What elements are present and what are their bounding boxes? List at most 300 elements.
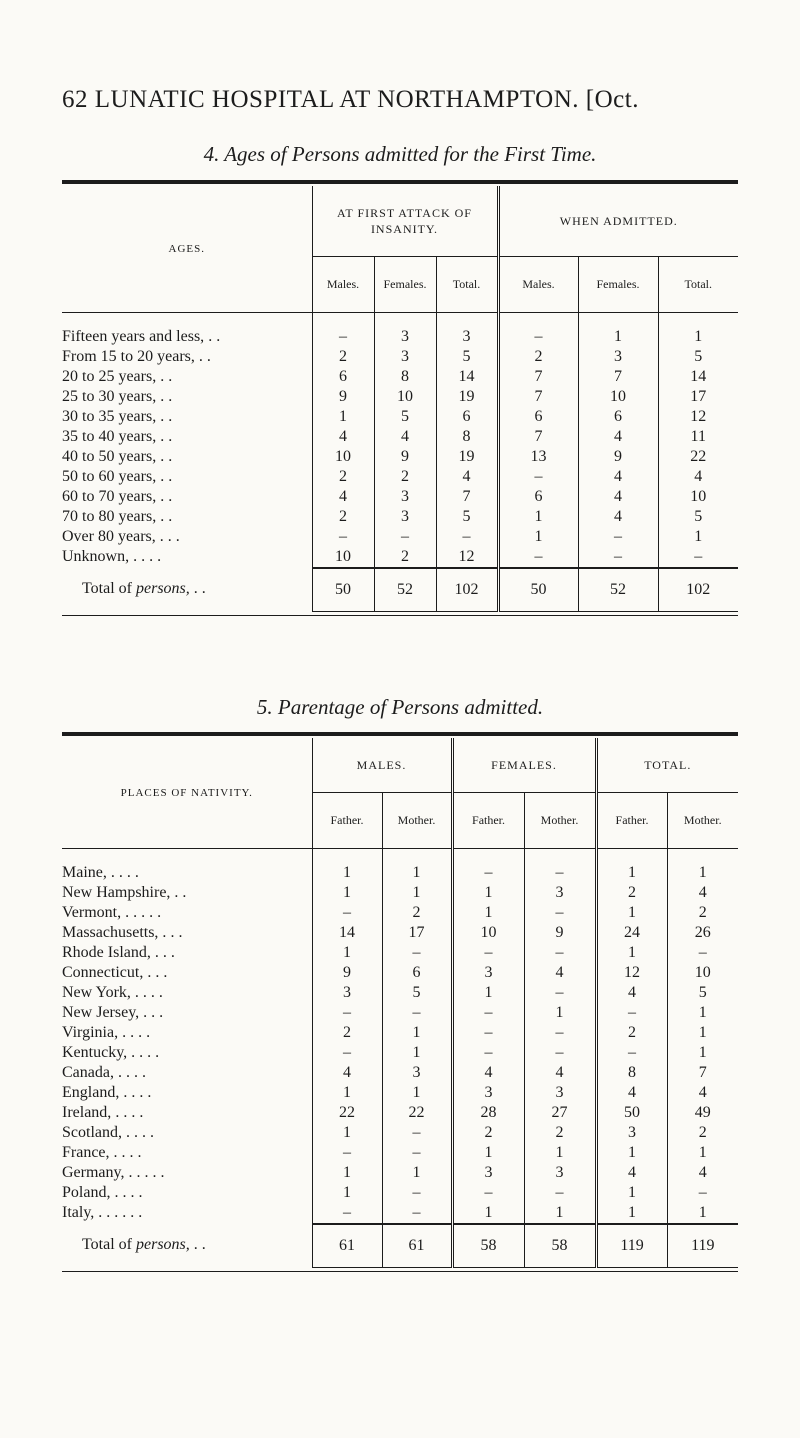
- table-cell: 3: [374, 347, 436, 367]
- row-leader-dots: .: [206, 347, 211, 365]
- total-label-emphasis: persons,: [135, 1236, 190, 1254]
- row-leader-dots: . .: [208, 327, 221, 345]
- table-cell: 4: [667, 1163, 738, 1183]
- table-cell: 5: [667, 983, 738, 1003]
- table-cell: 1: [382, 863, 452, 883]
- table-cell: –: [534, 547, 543, 565]
- table-cell: 6: [312, 367, 374, 387]
- table-cell: –: [382, 1143, 452, 1163]
- table-cell: 2: [312, 1023, 382, 1043]
- row-leader-dots: . .: [170, 923, 183, 941]
- table-cell: 9: [312, 963, 382, 983]
- row-label: [62, 327, 312, 347]
- table-row: [62, 1063, 738, 1083]
- table-cell: 1: [524, 1203, 596, 1224]
- total-cell: 102: [658, 568, 738, 612]
- ages-label-header: AGES.: [62, 186, 312, 312]
- table-cell: –: [312, 1203, 382, 1224]
- table-cell: 2: [374, 547, 436, 568]
- table-row: [62, 963, 738, 983]
- parentage-label-header: PLACES OF NATIVITY.: [62, 738, 312, 848]
- table-cell: 10: [312, 447, 374, 467]
- table-cell: 10: [658, 487, 738, 507]
- table-cell: 22: [312, 1103, 382, 1123]
- table-cell: –: [534, 327, 543, 345]
- row-label: [62, 507, 312, 527]
- table-row: [62, 547, 738, 568]
- row-label: [62, 1203, 312, 1224]
- table-cell: –: [382, 1203, 452, 1224]
- table-cell: 1: [658, 327, 738, 347]
- table-row: [62, 347, 738, 367]
- total-label: [62, 1224, 312, 1268]
- row-leader-dots: . . . .: [115, 1103, 144, 1121]
- parentage-table-caption: [0, 695, 800, 720]
- table-cell: –: [436, 527, 498, 547]
- table-cell: 1: [312, 1183, 382, 1203]
- table-cell: 1: [534, 527, 543, 545]
- table-cell: –: [524, 1183, 596, 1203]
- table-cell: 7: [436, 487, 498, 507]
- table-cell: 2: [312, 347, 374, 367]
- table-cell: 2: [484, 1123, 493, 1141]
- table-cell: 2: [312, 467, 374, 487]
- row-label-text: Vermont, .: [62, 903, 130, 921]
- table-cell: 3: [578, 347, 658, 367]
- table-cell: 7: [534, 387, 543, 405]
- table-cell: 1: [628, 1143, 637, 1161]
- table-cell: 3: [484, 1083, 493, 1101]
- table-cell: 5: [658, 507, 738, 527]
- total-label-emphasis: persons,: [135, 580, 190, 598]
- row-label-text: Unknown, .: [62, 548, 138, 565]
- row-label-text: Scotland,: [62, 1123, 122, 1141]
- table-cell: 10: [480, 923, 497, 941]
- row-label: [62, 963, 312, 983]
- row-label: [62, 527, 312, 547]
- table-cell: 6: [382, 963, 452, 983]
- total-cell: 50: [498, 568, 578, 612]
- row-leader-dots: .: [168, 367, 173, 385]
- table-cell: 13: [530, 447, 547, 465]
- table-cell: 4: [628, 1163, 637, 1181]
- table-cell: –: [374, 527, 436, 547]
- table-cell: 4: [578, 467, 658, 487]
- parentage-group-total: TOTAL.: [596, 738, 738, 792]
- table-cell: 4: [667, 883, 738, 903]
- table-cell: 5: [374, 407, 436, 427]
- table-top-rule: [62, 732, 738, 736]
- row-leader-dots: . . .: [159, 527, 180, 545]
- table-cell: 1: [534, 507, 543, 525]
- row-leader-dots: . . .: [147, 963, 168, 981]
- row-label-text: Virginia,: [62, 1023, 119, 1041]
- table-cell: 9: [374, 447, 436, 467]
- table-cell: 2: [534, 347, 543, 365]
- table-row: [62, 863, 738, 883]
- row-label: [62, 487, 312, 507]
- table-row: [62, 1043, 738, 1063]
- table-bottom-rule: [62, 615, 738, 616]
- caption-text: Parentage of Persons admitted.: [277, 695, 544, 719]
- table-cell: –: [658, 547, 738, 568]
- table-cell: 4: [524, 1063, 596, 1083]
- row-label-text: Poland,: [62, 1183, 111, 1201]
- table-row: [62, 447, 738, 467]
- total-cell: 119: [596, 1224, 667, 1268]
- table-row: [62, 883, 738, 903]
- row-label-text: Italy, .: [62, 1204, 103, 1221]
- table-cell: 19: [436, 387, 498, 407]
- column-header: Males.: [498, 256, 578, 312]
- row-leader-dots: .: [168, 507, 173, 525]
- table-row: [62, 507, 738, 527]
- table-cell: 1: [628, 1203, 637, 1221]
- row-label-text: Germany, .: [62, 1163, 133, 1181]
- table-cell: 1: [382, 1043, 452, 1063]
- column-header: Mother.: [524, 792, 596, 848]
- row-label: [62, 547, 312, 568]
- row-leader-dots: . . .: [139, 1043, 160, 1061]
- table-bottom-rule: [62, 1271, 738, 1272]
- row-leader-dots: .: [168, 467, 173, 485]
- table-cell: –: [524, 863, 596, 883]
- column-header: Father.: [596, 792, 667, 848]
- table-cell: 6: [578, 407, 658, 427]
- row-leader-dots: . . . .: [136, 1163, 165, 1181]
- row-label-text: 60 to 70 years, .: [62, 487, 165, 505]
- table-cell: 7: [667, 1063, 738, 1083]
- table-cell: –: [312, 527, 374, 547]
- table-cell: 1: [667, 1023, 738, 1043]
- table-cell: 4: [312, 427, 374, 447]
- table-cell: 3: [374, 327, 436, 347]
- row-label: [62, 407, 312, 427]
- total-label: [62, 568, 312, 612]
- table-cell: 8: [628, 1063, 637, 1081]
- table-row: [62, 1143, 738, 1163]
- table-cell: 22: [382, 1103, 452, 1123]
- table-cell: 9: [312, 387, 374, 407]
- row-label-text: England,: [62, 1083, 120, 1101]
- table-cell: 4: [484, 1063, 493, 1081]
- table-row: [62, 1163, 738, 1183]
- table-cell: 1: [524, 1143, 596, 1163]
- row-leader-dots: . . . .: [126, 1123, 154, 1141]
- row-leader-dots: . . .: [154, 943, 175, 961]
- table-cell: –: [382, 1003, 452, 1023]
- column-header: Total.: [658, 256, 738, 312]
- table-cell: 12: [658, 407, 738, 427]
- table-cell: 14: [312, 923, 382, 943]
- table-cell: 4: [628, 983, 637, 1001]
- table-cell: 1: [312, 1083, 382, 1103]
- table-cell: 4: [312, 487, 374, 507]
- table-cell: –: [484, 1043, 493, 1061]
- caption-text: Ages of Persons admitted for the First Time.: [224, 142, 597, 166]
- caption-number: 5.: [256, 695, 273, 719]
- row-leader-dots: .: [168, 487, 173, 505]
- row-leader-dots: . . . . .: [106, 1204, 143, 1221]
- table-cell: 7: [534, 367, 543, 385]
- table-row: [62, 387, 738, 407]
- table-cell: 10: [312, 547, 374, 568]
- row-label-text: Ireland,: [62, 1103, 112, 1121]
- row-leader-dots: . .: [174, 883, 187, 901]
- table-cell: 19: [436, 447, 498, 467]
- table-cell: –: [484, 943, 493, 961]
- table-row: [62, 367, 738, 387]
- table-cell: 2: [374, 467, 436, 487]
- table-cell: –: [578, 547, 658, 568]
- row-leader-dots: . . .: [143, 1003, 164, 1021]
- row-label: [62, 427, 312, 447]
- row-label: [62, 1043, 312, 1063]
- table-cell: 1: [382, 1023, 452, 1043]
- row-label-text: Fifteen years and less,: [62, 327, 205, 345]
- table-cell: 4: [578, 427, 658, 447]
- row-leader-dots: . . .: [142, 983, 163, 1001]
- table-cell: 8: [374, 367, 436, 387]
- table-cell: 4: [436, 467, 498, 487]
- table-cell: 17: [658, 387, 738, 407]
- table-cell: 4: [374, 427, 436, 447]
- table-cell: –: [524, 1023, 596, 1043]
- table-cell: 12: [624, 963, 641, 981]
- table-cell: 3: [484, 963, 493, 981]
- total-cell: 61: [312, 1224, 382, 1268]
- row-label: [62, 1083, 312, 1103]
- table-cell: 1: [484, 903, 493, 921]
- table-cell: 10: [374, 387, 436, 407]
- total-row: [62, 568, 738, 612]
- page-title: LUNATIC HOSPITAL AT NORTHAMPTON.: [94, 86, 580, 113]
- table-cell: –: [312, 1143, 382, 1163]
- table-cell: 3: [374, 487, 436, 507]
- table-cell: 28: [480, 1103, 497, 1121]
- table-cell: 24: [624, 923, 641, 941]
- total-cell: 52: [374, 568, 436, 612]
- table-cell: 1: [382, 1083, 452, 1103]
- row-leader-dots: . . .: [141, 548, 162, 565]
- table-cell: 1: [578, 327, 658, 347]
- table-cell: –: [484, 1183, 493, 1201]
- row-label-text: Maine,: [62, 863, 107, 881]
- table-row: [62, 407, 738, 427]
- table-cell: 2: [524, 1123, 596, 1143]
- row-leader-dots: . . . .: [113, 1143, 142, 1161]
- table-cell: 6: [534, 487, 543, 505]
- table-cell: –: [382, 943, 452, 963]
- row-label: [62, 1023, 312, 1043]
- table-cell: 4: [667, 1083, 738, 1103]
- ages-group-when-admitted: WHEN ADMITTED.: [498, 186, 738, 256]
- table-cell: 7: [578, 367, 658, 387]
- parentage-group-males: MALES.: [312, 738, 452, 792]
- column-header: Father.: [452, 792, 524, 848]
- table-cell: 2: [667, 903, 738, 923]
- column-header: Females.: [578, 256, 658, 312]
- table-cell: 1: [628, 943, 637, 961]
- table-cell: 1: [524, 1003, 596, 1023]
- table-cell: 5: [658, 347, 738, 367]
- total-leader-dots: . .: [193, 1236, 206, 1254]
- table-cell: 5: [436, 507, 498, 527]
- table-cell: –: [382, 1123, 452, 1143]
- table-cell: 4: [578, 487, 658, 507]
- table-cell: 2: [628, 1023, 637, 1041]
- row-leader-dots: . . . .: [123, 1083, 152, 1101]
- table-cell: 1: [658, 527, 738, 547]
- table-cell: 11: [658, 427, 738, 447]
- row-label: [62, 943, 312, 963]
- table-cell: 9: [524, 923, 596, 943]
- table-cell: –: [524, 983, 596, 1003]
- table-cell: 3: [524, 1083, 596, 1103]
- row-label: [62, 447, 312, 467]
- table-cell: 1: [484, 1143, 493, 1161]
- table-cell: –: [628, 1043, 637, 1061]
- row-label-text: 50 to 60 years, .: [62, 467, 165, 485]
- total-cell: 58: [452, 1224, 524, 1268]
- row-label: [62, 1163, 312, 1183]
- table-row: [62, 983, 738, 1003]
- row-label-text: From 15 to 20 years, .: [62, 347, 203, 365]
- total-cell: 50: [312, 568, 374, 612]
- table-cell: –: [628, 1003, 637, 1021]
- row-label: [62, 387, 312, 407]
- row-label-text: Kentucky, .: [62, 1043, 136, 1061]
- table-cell: 4: [658, 467, 738, 487]
- table-row: [62, 903, 738, 923]
- total-label-text: Total of: [82, 580, 132, 598]
- row-label: [62, 883, 312, 903]
- parentage-table: [62, 738, 738, 1268]
- page-number: 62: [62, 86, 88, 113]
- page-header: [62, 86, 639, 114]
- table-cell: 12: [436, 547, 498, 568]
- table-cell: 4: [312, 1063, 382, 1083]
- table-cell: 49: [667, 1103, 738, 1123]
- total-cell: 102: [436, 568, 498, 612]
- table-cell: 2: [628, 883, 637, 901]
- table-cell: –: [534, 467, 543, 485]
- table-cell: –: [312, 1003, 382, 1023]
- table-cell: 6: [436, 407, 498, 427]
- total-cell: 52: [578, 568, 658, 612]
- table-cell: 17: [382, 923, 452, 943]
- table-cell: 3: [524, 1163, 596, 1183]
- table-cell: –: [667, 943, 738, 963]
- row-leader-dots: . . . .: [114, 1183, 143, 1201]
- table-cell: 1: [484, 983, 493, 1001]
- row-leader-dots: .: [168, 407, 173, 425]
- table-row: [62, 1123, 738, 1143]
- table-cell: –: [484, 863, 493, 881]
- row-label: [62, 1103, 312, 1123]
- table-row: [62, 327, 738, 347]
- row-label-text: Massachusetts, .: [62, 923, 167, 941]
- table-cell: 3: [382, 1063, 452, 1083]
- table-cell: 1: [667, 1043, 738, 1063]
- table-cell: 9: [578, 447, 658, 467]
- row-leader-dots: .: [168, 387, 173, 405]
- table-cell: 1: [667, 1203, 738, 1224]
- table-cell: –: [524, 903, 596, 923]
- table-cell: 22: [658, 447, 738, 467]
- table-row: [62, 943, 738, 963]
- table-top-rule: [62, 180, 738, 184]
- table-cell: –: [312, 327, 374, 347]
- table-row: [62, 487, 738, 507]
- table-cell: –: [312, 1043, 382, 1063]
- row-label-text: Over 80 years,: [62, 527, 156, 545]
- column-header: Males.: [312, 256, 374, 312]
- row-label: [62, 1143, 312, 1163]
- total-cell: 58: [524, 1224, 596, 1268]
- row-label: [62, 863, 312, 883]
- table-cell: 3: [524, 883, 596, 903]
- table-cell: 3: [436, 327, 498, 347]
- row-label-text: 35 to 40 years, .: [62, 427, 165, 445]
- row-label-text: 30 to 35 years, .: [62, 407, 165, 425]
- table-row: [62, 1103, 738, 1123]
- table-cell: 1: [628, 903, 637, 921]
- row-label-text: 70 to 80 years, .: [62, 507, 165, 525]
- row-label: [62, 923, 312, 943]
- table-cell: 1: [312, 407, 374, 427]
- table-cell: 1: [484, 1203, 493, 1221]
- table-row: [62, 527, 738, 547]
- row-leader-dots: .: [168, 447, 173, 465]
- table-row: [62, 427, 738, 447]
- table-cell: 6: [534, 407, 543, 425]
- table-cell: –: [484, 1003, 493, 1021]
- table-cell: 4: [628, 1083, 637, 1101]
- row-label-text: France,: [62, 1143, 110, 1161]
- row-label-text: 20 to 25 years, .: [62, 367, 165, 385]
- column-header: Total.: [436, 256, 498, 312]
- table-cell: 3: [374, 507, 436, 527]
- table-cell: 1: [628, 1183, 637, 1201]
- table-cell: 1: [667, 1003, 738, 1023]
- row-leader-dots: . . . .: [133, 903, 162, 921]
- row-label: [62, 1123, 312, 1143]
- table-cell: 10: [667, 963, 738, 983]
- parentage-group-females: FEMALES.: [452, 738, 596, 792]
- row-label: [62, 1003, 312, 1023]
- table-cell: 2: [667, 1123, 738, 1143]
- table-cell: –: [578, 527, 658, 547]
- table-cell: 3: [628, 1123, 637, 1141]
- row-label: [62, 367, 312, 387]
- row-label-text: 25 to 30 years, .: [62, 387, 165, 405]
- row-leader-dots: . . . .: [110, 863, 139, 881]
- column-header: Mother.: [382, 792, 452, 848]
- table-cell: 5: [436, 347, 498, 367]
- table-cell: 2: [382, 903, 452, 923]
- row-leader-dots: .: [168, 427, 173, 445]
- column-header: Father.: [312, 792, 382, 848]
- row-label-text: 40 to 50 years, .: [62, 447, 165, 465]
- row-label-text: New Hampshire,: [62, 883, 171, 901]
- table-cell: 2: [312, 507, 374, 527]
- table-cell: –: [524, 1043, 596, 1063]
- table-cell: 1: [312, 883, 382, 903]
- total-leader-dots: . .: [193, 580, 206, 598]
- table-cell: 5: [382, 983, 452, 1003]
- table-cell: –: [312, 903, 382, 923]
